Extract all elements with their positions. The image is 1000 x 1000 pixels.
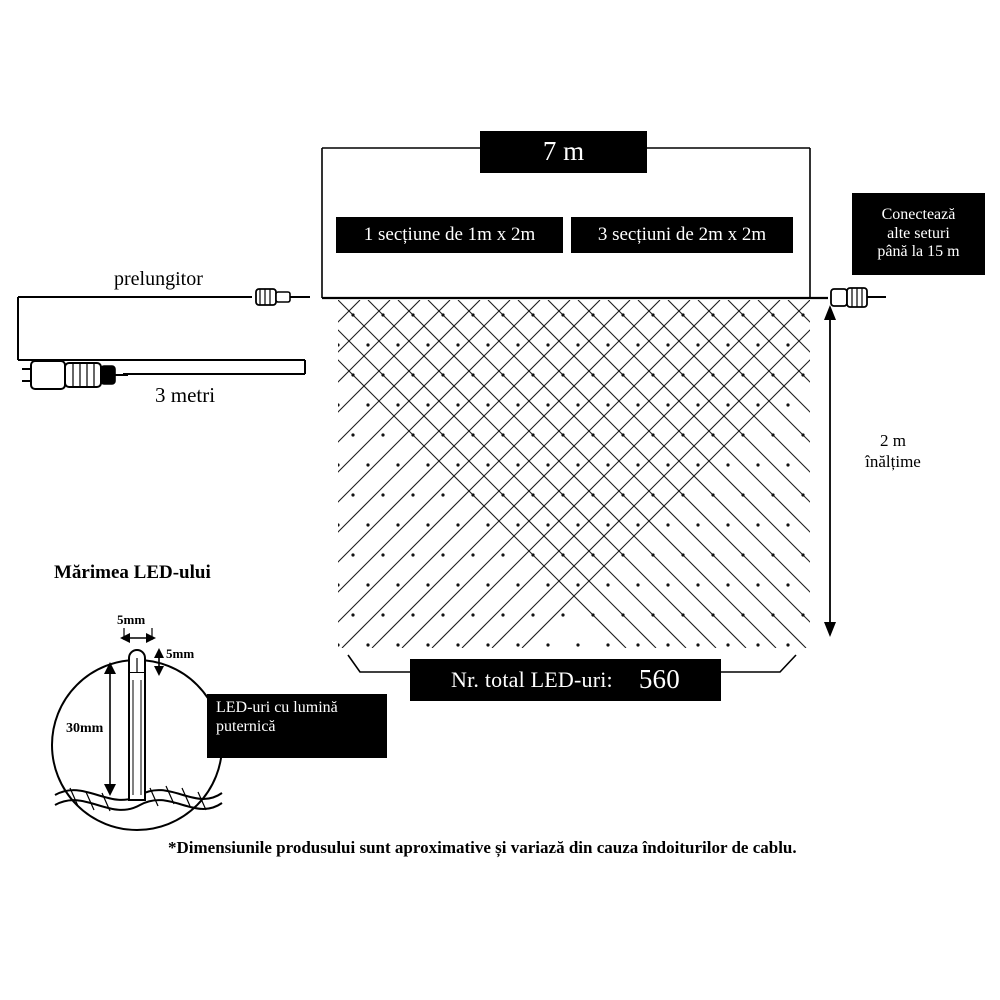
led-size-title: Mărimea LED-ului	[54, 562, 211, 583]
section-large-plate	[571, 217, 793, 253]
led-net-mesh	[12, 300, 1000, 648]
cable-length-label: 3 metri	[155, 383, 216, 407]
led-height-label: 5mm	[166, 646, 195, 661]
led-body-height-label: 30mm	[66, 721, 104, 736]
height-label-line1: 2 m	[880, 431, 906, 450]
total-leds-label: Nr. total LED-uri:	[451, 667, 613, 693]
led-width-label: 5mm	[117, 612, 146, 627]
connector-extension	[256, 289, 310, 305]
connector-right	[831, 288, 886, 307]
bright-leds-line1: LED-uri cu lumină	[216, 699, 338, 716]
connect-more-plate	[852, 193, 985, 275]
width-label-plate	[480, 131, 647, 173]
connect-more-line1: Conectează	[881, 205, 956, 223]
extension-cord-label: prelungitor	[114, 268, 203, 290]
height-label	[848, 430, 938, 473]
total-leds-value: 560	[638, 664, 680, 695]
connect-more-line2: alte seturi	[887, 224, 950, 242]
section-small-text: 1 secțiune de 1m x 2m	[363, 223, 536, 245]
section-small-plate	[336, 217, 563, 253]
total-leds-plate	[410, 659, 721, 701]
footnote-text: *Dimensiunile produsului sunt aproximative și variază din cauza îndoiturilor de cablu.	[168, 838, 797, 857]
connect-more-line3: până la 15 m	[877, 243, 960, 261]
width-label-text: 7 m	[542, 136, 585, 167]
height-label-line2: înălțime	[865, 452, 921, 472]
power-plug	[22, 361, 128, 389]
section-large-text: 3 secțiuni de 2m x 2m	[597, 223, 767, 245]
bright-leds-plate	[207, 694, 387, 758]
bright-leds-line2: puternică	[216, 717, 276, 735]
